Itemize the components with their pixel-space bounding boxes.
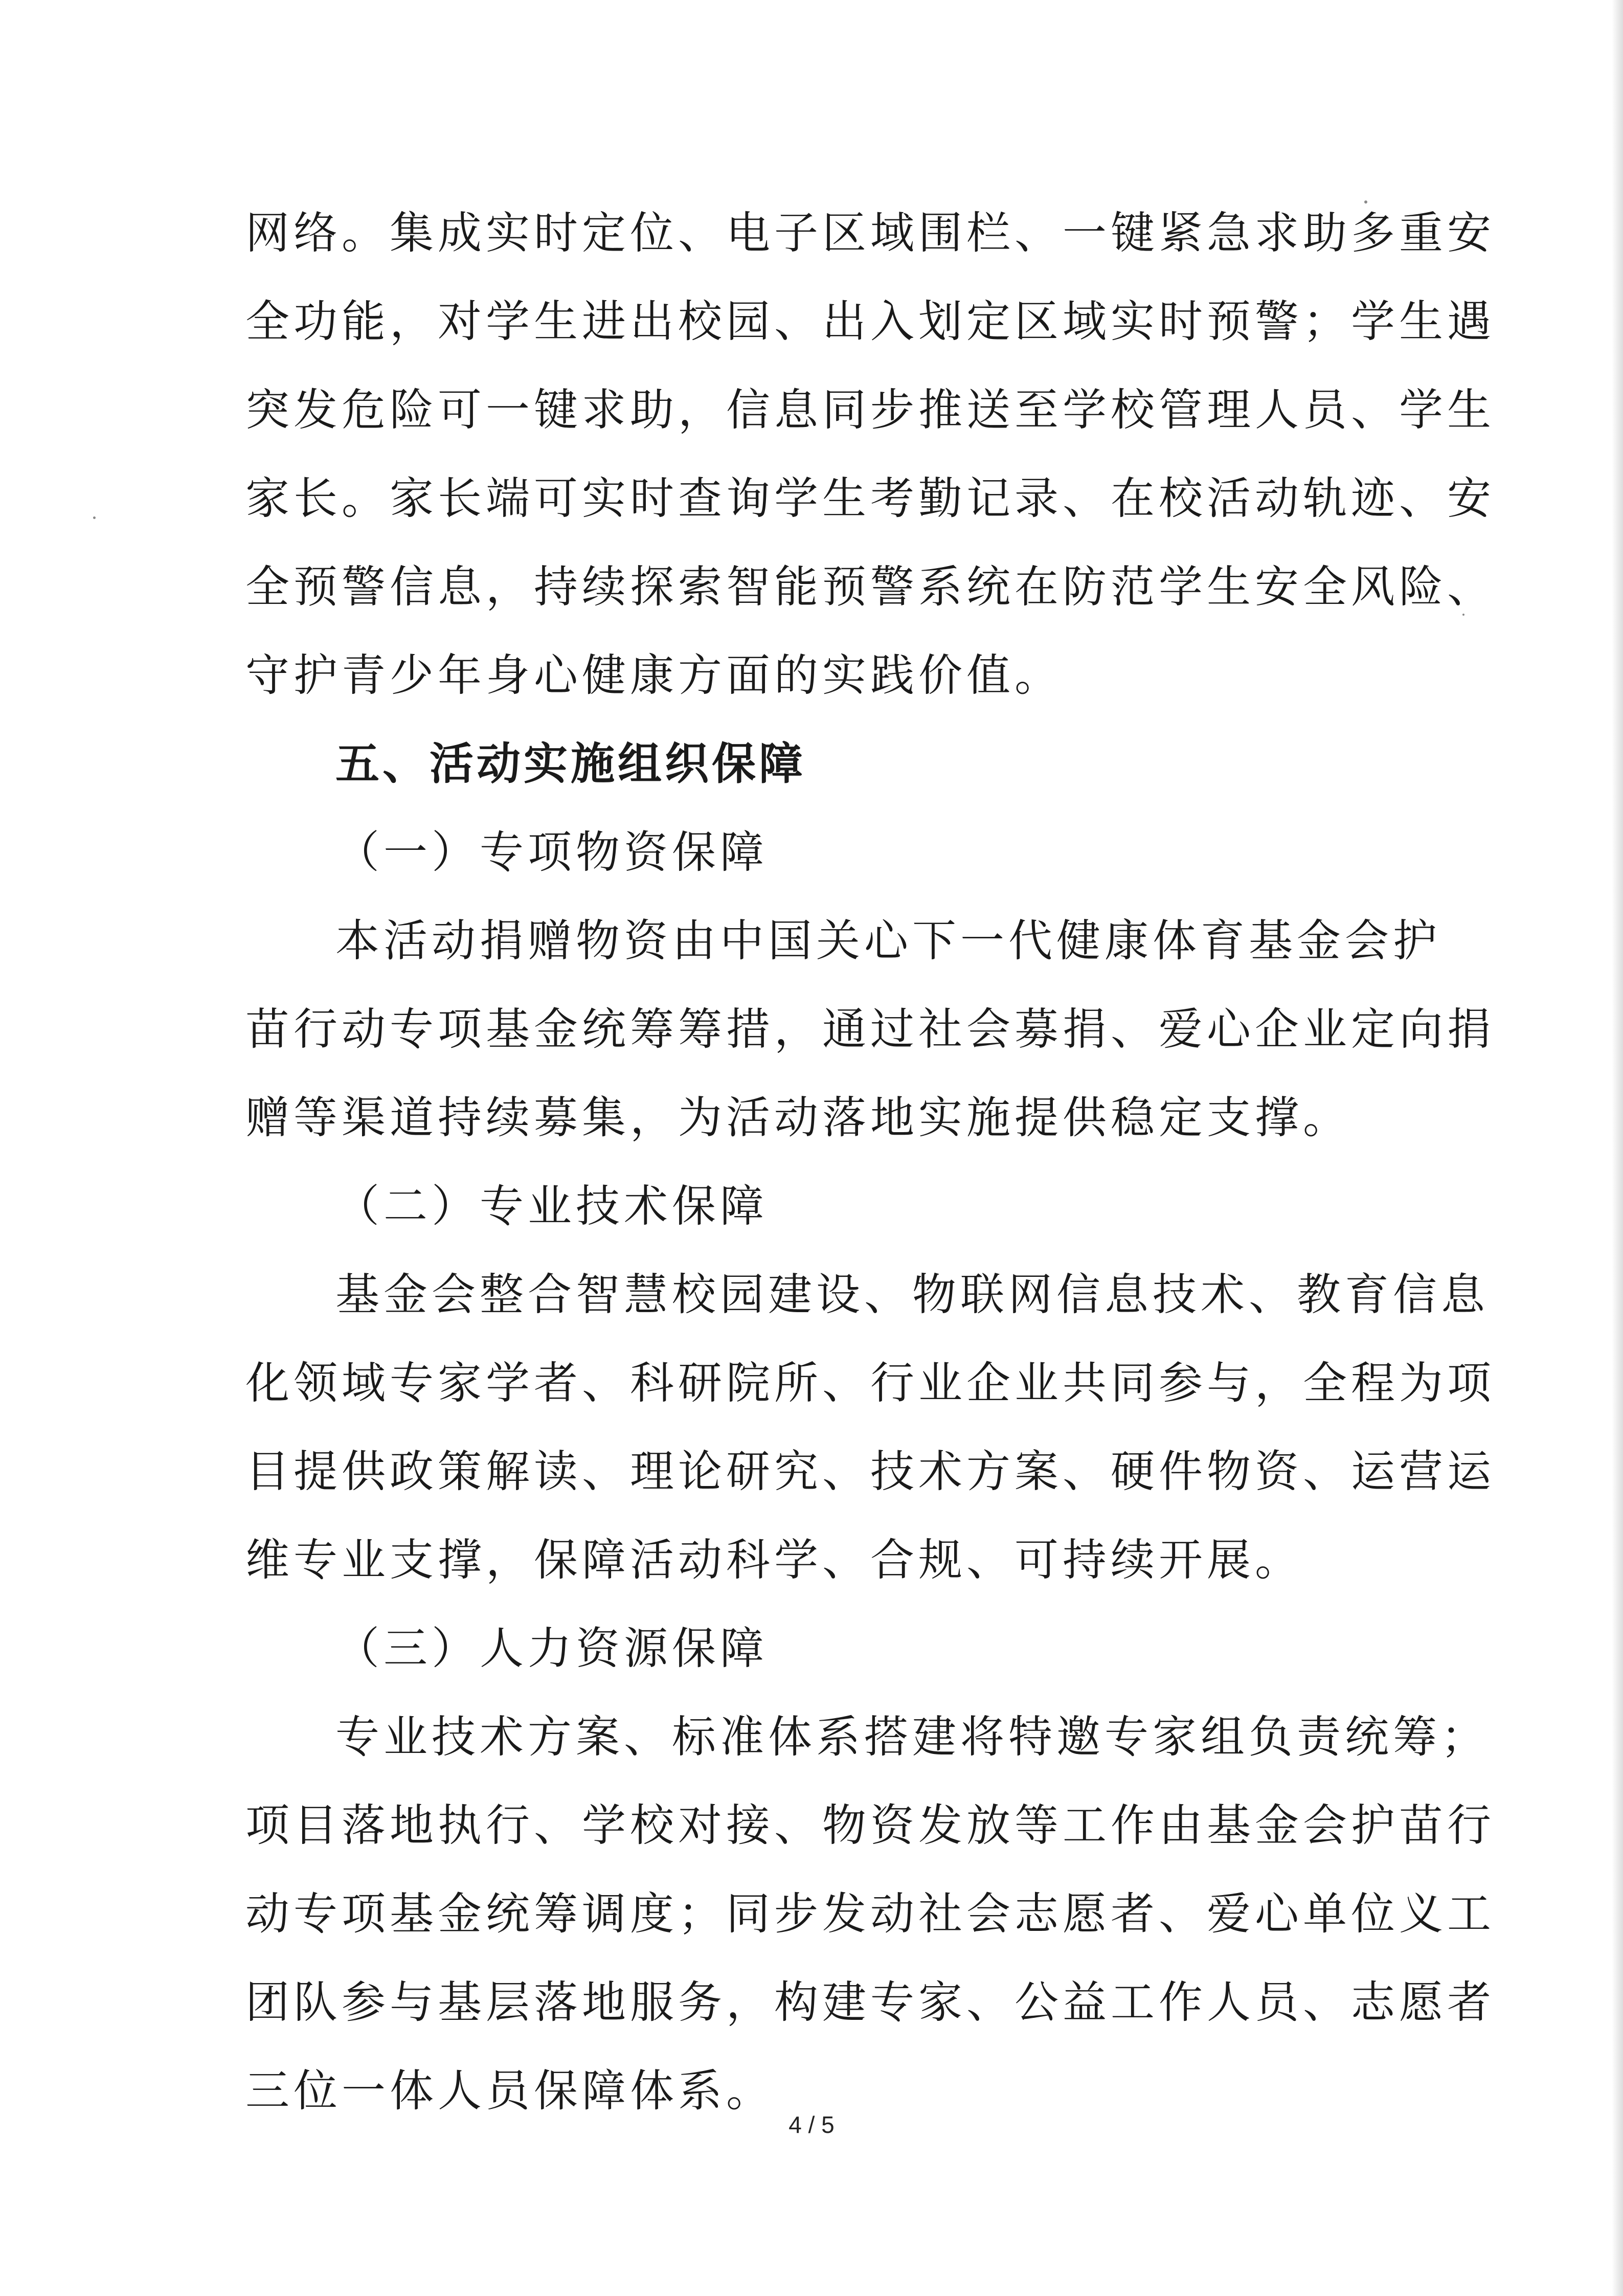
body-line: 三位一体人员保障体系。 (245, 2065, 774, 2117)
subsection-heading: （二）专业技术保障 (335, 1181, 768, 1232)
body-line: 本活动捐赠物资由中国关心下一代健康体育基金会护 (335, 915, 1441, 966)
scan-speck (1462, 614, 1464, 616)
body-line: 守护青少年身心健康方面的实践价值。 (245, 650, 1063, 701)
section-heading: 五、活动实施组织保障 (335, 738, 806, 790)
body-line: 苗行动专项基金统筹筹措，通过社会募捐、爱心企业定向捐 (245, 1004, 1495, 1055)
scan-speck (93, 516, 96, 519)
body-line: 全功能，对学生进出校园、出入划定区域实时预警；学生遇 (245, 296, 1495, 347)
subsection-heading: （一）专项物资保障 (335, 827, 768, 878)
body-line: 项目落地执行、学校对接、物资发放等工作由基金会护苗行 (245, 1800, 1495, 1851)
body-line: 突发危险可一键求助，信息同步推送至学校管理人员、学生 (245, 385, 1495, 436)
body-line: 动专项基金统筹调度；同步发动社会志愿者、爱心单位义工 (245, 1888, 1495, 1940)
page-number: 4 / 5 (788, 2111, 835, 2138)
body-line: 化领域专家学者、科研院所、行业企业共同参与，全程为项 (245, 1358, 1495, 1409)
body-line: 基金会整合智慧校园建设、物联网信息技术、教育信息 (335, 1269, 1489, 1320)
document-body (245, 189, 1495, 2135)
body-line: 团队参与基层落地服务，构建专家、公益工作人员、志愿者 (245, 1977, 1495, 2028)
body-line: 维专业支撑，保障活动科学、合规、可持续开展。 (245, 1535, 1303, 1586)
body-line: 网络。集成实时定位、电子区域围栏、一键紧急求助多重安 (245, 208, 1495, 259)
scan-edge-shadow (1612, 0, 1623, 2296)
body-line: 赠等渠道持续募集，为活动落地实施提供稳定支撑。 (245, 1092, 1351, 1143)
subsection-heading: （三）人力资源保障 (335, 1623, 768, 1674)
body-line: 家长。家长端可实时查询学生考勤记录、在校活动轨迹、安 (245, 473, 1495, 524)
body-line: 专业技术方案、标准体系搭建将特邀专家组负责统筹； (335, 1712, 1489, 1763)
body-line: 目提供政策解读、理论研究、技术方案、硬件物资、运营运 (245, 1446, 1495, 1497)
body-line: 全预警信息，持续探索智能预警系统在防范学生安全风险、 (245, 561, 1495, 613)
